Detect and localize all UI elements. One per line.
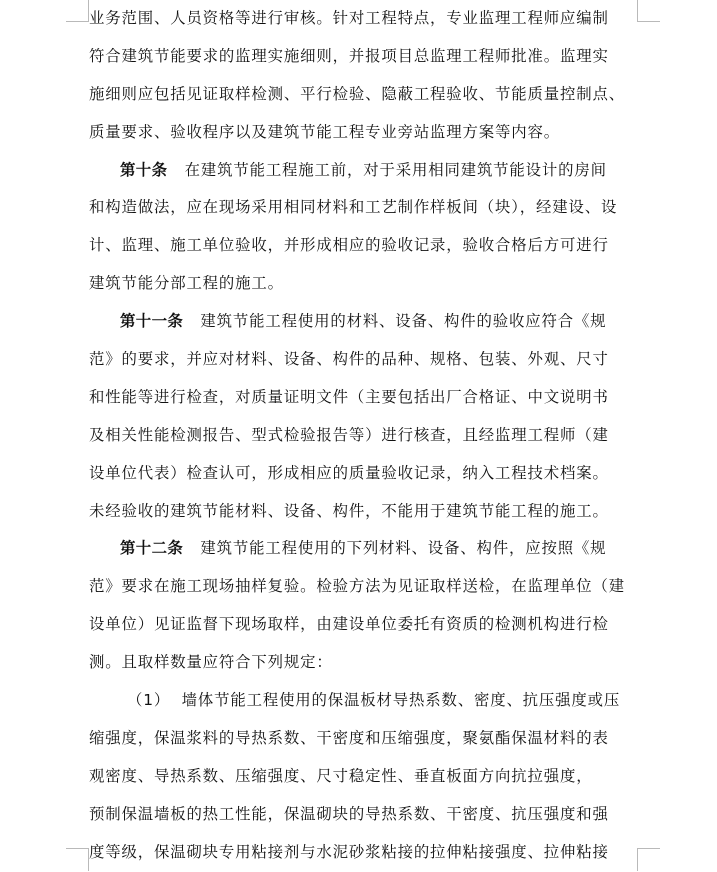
text-line: 计、监理、施工单位验收，并形成相应的验收记录，验收合格后方可进行 bbox=[89, 236, 609, 255]
article-12-first-line: 第十二条 建筑节能工程使用的下列材料、设备、构件，应按照《规 bbox=[120, 539, 607, 558]
article-11-first-line: 第十一条 建筑节能工程使用的材料、设备、构件的验收应符合《规 bbox=[120, 312, 607, 331]
document-body bbox=[89, 0, 637, 871]
text-line: 和构造做法，应在现场采用相同材料和工艺制作样板间（块），经建设、设 bbox=[89, 198, 618, 217]
text-line: 缩强度，保温浆料的导热系数、干密度和压缩强度，聚氨酯保温材料的表 bbox=[89, 728, 609, 747]
text-line: 观密度、导热系数、压缩强度、尺寸稳定性、垂直板面方向抗拉强度， bbox=[89, 766, 593, 785]
text-line: 符合建筑节能要求的监理实施细则，并报项目总监理工程师批准。监理实 bbox=[89, 46, 609, 65]
text-line: 业务范围、人员资格等进行审核。针对工程特点，专业监理工程师应编制 bbox=[89, 9, 609, 27]
text-line: 预制保温墙板的热工性能，保温砌块的导热系数、干密度、抗压强度和强 bbox=[89, 804, 609, 823]
text-line: 设单位）见证监督下现场取样，由建设单位委托有资质的检测机构进行检 bbox=[89, 615, 609, 634]
crop-mark-bottom-left bbox=[66, 848, 89, 871]
article-10-first-line: 第十条 在建筑节能工程施工前，对于采用相同建筑节能设计的房间 bbox=[120, 160, 607, 179]
text-line: 质量要求、验收程序以及建筑节能工程专业旁站监理方案等内容。 bbox=[89, 122, 560, 141]
text-line: 范》要求在施工现场抽样复验。检验方法为见证取样送检，在监理单位（建 bbox=[89, 577, 625, 596]
crop-mark-top-left bbox=[66, 0, 89, 22]
text-line: 范》的要求，并应对材料、设备、构件的品种、规格、包装、外观、尺寸 bbox=[89, 350, 609, 369]
text-line: 未经验收的建筑节能材料、设备、构件，不能用于建筑节能工程的施工。 bbox=[89, 501, 609, 520]
text-line: 和性能等进行检查，对质量证明文件（主要包括出厂合格证、中文说明书 bbox=[89, 387, 609, 406]
text-line: 及相关性能检测报告、型式检验报告等）进行核查，且经监理工程师（建 bbox=[89, 425, 609, 444]
text-line: 度等级，保温砌块专用粘接剂与水泥砂浆粘接的拉伸粘接强度、拉伸粘接 bbox=[89, 842, 609, 861]
list-item-number: （1） bbox=[127, 691, 171, 710]
text-line: 施细则应包括见证取样检测、平行检验、隐蔽工程验收、节能质量控制点、 bbox=[89, 84, 625, 103]
text-line: 测。且取样数量应符合下列规定： bbox=[89, 653, 333, 672]
text-line: 设单位代表）检查认可，形成相应的质量验收记录，纳入工程技术档案。 bbox=[89, 463, 609, 482]
list-item-1-first-line: （1） 墙体节能工程使用的保温板材导热系数、密度、抗压强度或压 bbox=[127, 691, 621, 710]
crop-mark-bottom-right bbox=[637, 848, 660, 871]
article-heading: 第十条 bbox=[120, 160, 168, 179]
text-line: 建筑节能分部工程的施工。 bbox=[89, 274, 284, 293]
article-heading: 第十二条 bbox=[120, 539, 184, 558]
article-heading: 第十一条 bbox=[120, 312, 184, 331]
crop-mark-top-right bbox=[637, 0, 660, 22]
